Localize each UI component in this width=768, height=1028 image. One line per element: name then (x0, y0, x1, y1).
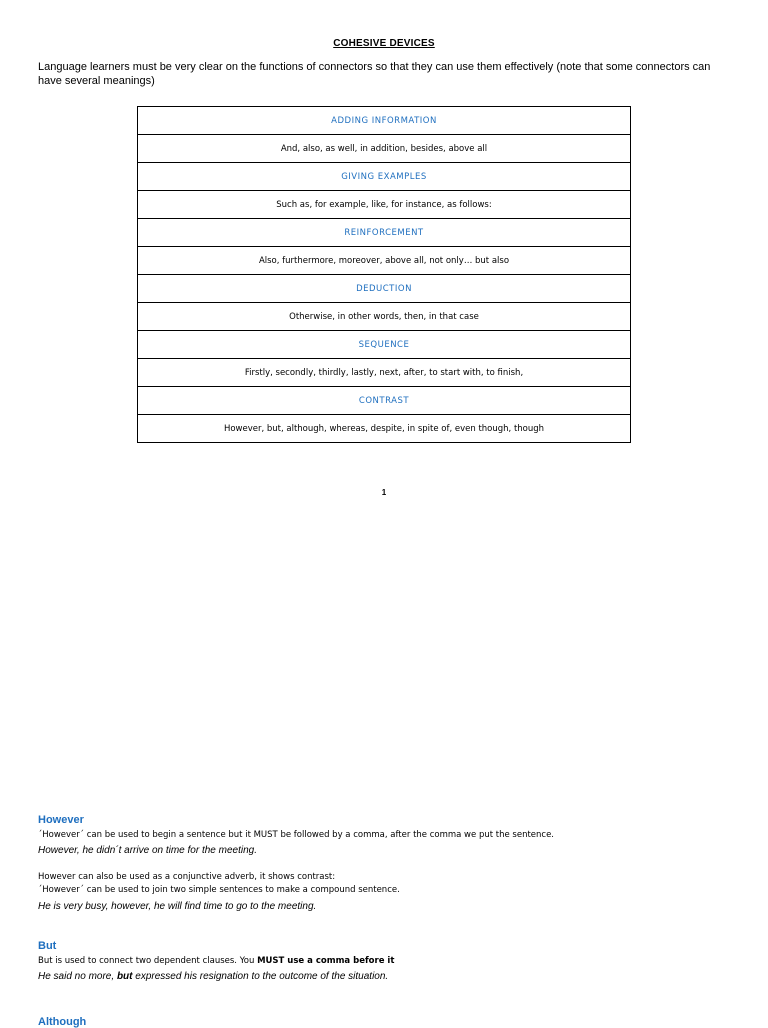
category-heading-cell: SEQUENCE (138, 331, 631, 359)
however-rule-line: ´However´ can be used to begin a sentence but it MUST be followed by a comma, after the comma we put the sentence. (38, 830, 555, 840)
connectors-table (137, 106, 631, 443)
section-title-however: However (38, 814, 84, 826)
table-row (138, 359, 631, 387)
page-number: 1 (381, 488, 387, 497)
table-row (138, 331, 631, 359)
however-adverb-line: However can also be used as a conjunctive adverb, it shows contrast: (38, 872, 336, 882)
table-row (138, 219, 631, 247)
section-title-but: But (38, 940, 57, 952)
however-example-1: However, he didn´t arrive on time for the meeting. (38, 845, 257, 856)
connectors-cell: Also, furthermore, moreover, above all, not only… but also (138, 247, 631, 275)
connectors-cell: And, also, as well, in addition, besides, above all (138, 135, 631, 163)
table-row (138, 135, 631, 163)
connectors-cell: Firstly, secondly, thirdly, lastly, next, after, to start with, to finish, (138, 359, 631, 387)
table-row (138, 191, 631, 219)
table-row (138, 247, 631, 275)
category-heading-cell: DEDUCTION (138, 275, 631, 303)
category-heading-cell: REINFORCEMENT (138, 219, 631, 247)
category-heading-cell: GIVING EXAMPLES (138, 163, 631, 191)
category-heading-cell: ADDING INFORMATION (138, 107, 631, 135)
table-row (138, 387, 631, 415)
but-example-post: expressed his resignation to the outcome of the situation. (132, 971, 389, 982)
table-row (138, 107, 631, 135)
but-rule-text: But is used to connect two dependent clauses. You (38, 956, 258, 966)
connectors-cell: Such as, for example, like, for instance, as follows: (138, 191, 631, 219)
however-example-2: He is very busy, however, he will find time to go to the meeting. (38, 901, 317, 912)
category-heading-cell: CONTRAST (138, 387, 631, 415)
intro-paragraph: Language learners must be very clear on the functions of connectors so that they can use them effectively (note that some connectors can have several meanings) (38, 61, 711, 87)
however-compound-line: ´However´ can be used to join two simple sentences to make a compound sentence. (38, 885, 400, 895)
but-example-bold: but (116, 971, 133, 982)
section-title-although: Although (38, 1016, 87, 1028)
but-rule-line (38, 956, 394, 966)
table-row (138, 275, 631, 303)
table-row (138, 303, 631, 331)
but-example (38, 971, 388, 982)
connectors-cell: Otherwise, in other words, then, in that case (138, 303, 631, 331)
table-row (138, 415, 631, 443)
table-row (138, 163, 631, 191)
connectors-cell: However, but, although, whereas, despite, in spite of, even though, though (138, 415, 631, 443)
but-rule-bold: MUST use a comma before it (257, 956, 395, 966)
document-title: COHESIVE DEVICES (333, 38, 435, 49)
but-example-pre: He said no more, (38, 971, 117, 982)
